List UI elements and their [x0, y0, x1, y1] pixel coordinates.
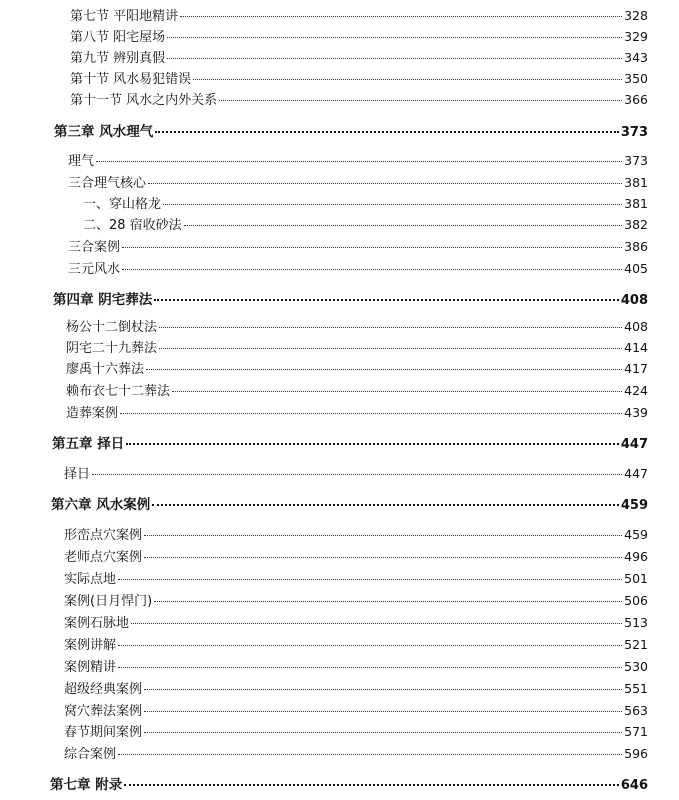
toc-entry-page: 530: [624, 659, 648, 674]
dot-leader: [154, 299, 619, 301]
toc-entry-page: 386: [624, 239, 648, 254]
toc-entry-page: 447: [624, 466, 648, 481]
dot-leader: [118, 754, 622, 755]
toc-entry: [64, 568, 648, 587]
toc-entry-title: 案例讲解: [64, 638, 117, 653]
toc-chapter-title: 第七章 附录: [50, 777, 123, 793]
toc-chapter-page: 447: [620, 437, 648, 452]
dot-leader: [148, 183, 622, 184]
toc-entry-title: 择日: [64, 467, 91, 482]
dot-leader: [122, 247, 622, 248]
toc-entry-page: 551: [624, 681, 648, 696]
toc-chapter: [53, 288, 648, 308]
toc-entry-title: 实际点地: [64, 572, 117, 587]
toc-entry-title: 形峦点穴案例: [64, 528, 143, 543]
toc-entry-page: 350: [624, 71, 648, 86]
toc-entry-page: 405: [624, 261, 648, 276]
toc-entry-title: 三元风水: [68, 262, 121, 277]
toc-entry: [64, 743, 648, 762]
toc-entry-title: 阴宅二十九葬法: [66, 341, 158, 356]
toc-entry-title: 案例(日月悍门): [64, 594, 153, 609]
toc-entry-title: 案例石脉地: [64, 616, 130, 631]
toc-entry: [64, 590, 648, 609]
dot-leader: [152, 504, 619, 506]
toc-entry-page: 563: [624, 703, 648, 718]
dot-leader: [167, 37, 622, 38]
toc-chapter-title: 第五章 择日: [52, 436, 125, 452]
toc-entry: [70, 89, 648, 108]
toc-entry-page: 382: [624, 217, 648, 232]
toc-chapter-page: 459: [620, 498, 648, 513]
toc-chapter: [50, 773, 648, 793]
dot-leader: [146, 369, 622, 370]
toc-entry-title: 廖禹十六葬法: [66, 362, 145, 377]
toc-entry-title: 三合理气核心: [68, 176, 147, 191]
toc-chapter-page: 646: [620, 778, 648, 793]
toc-entry-page: 506: [624, 593, 648, 608]
dot-leader: [118, 579, 622, 580]
dot-leader: [159, 327, 622, 328]
toc-entry: [64, 524, 648, 543]
toc-entry: [68, 236, 648, 255]
toc-entry-page: 459: [624, 527, 648, 542]
dot-leader: [155, 131, 619, 133]
toc-entry: [64, 546, 648, 565]
toc-entry-page: 571: [624, 724, 648, 739]
toc-entry-title: 春节期间案例: [64, 725, 143, 740]
dot-leader: [193, 79, 622, 80]
toc-entry-page: 521: [624, 637, 648, 652]
dot-leader: [163, 204, 622, 205]
dot-leader: [124, 784, 619, 786]
toc-entry-title: 赖布衣七十二葬法: [66, 384, 171, 399]
toc-entry-page: 343: [624, 50, 648, 65]
toc-entry-page: 408: [624, 319, 648, 334]
toc-entry-title: 造葬案例: [66, 406, 119, 421]
toc-entry-title: 一、穿山格龙: [83, 197, 162, 212]
dot-leader: [122, 269, 622, 270]
toc-entry-title: 杨公十二倒杖法: [66, 320, 158, 335]
dot-leader: [126, 443, 619, 445]
toc-entry-page: 424: [624, 383, 648, 398]
dot-leader: [144, 535, 622, 536]
toc-chapter-page: 373: [620, 125, 648, 140]
toc-entry-page: 501: [624, 571, 648, 586]
toc-entry: [83, 193, 648, 212]
toc-entry: [66, 337, 648, 356]
toc-entry: [68, 172, 648, 191]
toc-entry: [64, 463, 648, 482]
dot-leader: [180, 16, 622, 17]
toc-chapter: [54, 120, 648, 140]
toc-entry-page: 381: [624, 196, 648, 211]
toc-entry-title: 第八节 阳宅屋场: [70, 30, 166, 45]
toc-entry: [64, 612, 648, 631]
toc-entry-page: 496: [624, 549, 648, 564]
toc-entry: [66, 380, 648, 399]
dot-leader: [219, 100, 622, 101]
toc-entry-title: 综合案例: [64, 747, 117, 762]
toc-entry: [70, 5, 648, 24]
toc-entry-title: 第九节 辨别真假: [70, 51, 166, 66]
toc-entry-title: 理气: [68, 154, 95, 169]
dot-leader: [120, 413, 622, 414]
toc-entry-page: 381: [624, 175, 648, 190]
toc-entry-title: 第七节 平阳地精讲: [70, 9, 179, 24]
toc-chapter: [51, 493, 648, 513]
dot-leader: [167, 58, 622, 59]
dot-leader: [144, 689, 622, 690]
toc-entry-page: 373: [624, 153, 648, 168]
dot-leader: [154, 601, 622, 602]
toc-entry: [66, 402, 648, 421]
toc-entry-page: 439: [624, 405, 648, 420]
dot-leader: [144, 557, 622, 558]
dot-leader: [172, 391, 622, 392]
toc-chapter-title: 第六章 风水案例: [51, 497, 151, 513]
dot-leader: [131, 623, 622, 624]
toc-entry: [64, 721, 648, 740]
toc-chapter: [52, 432, 648, 452]
toc-entry-page: 417: [624, 361, 648, 376]
toc-entry: [83, 214, 648, 233]
toc-entry: [68, 150, 648, 169]
toc-entry: [70, 26, 648, 45]
toc-entry-title: 老师点穴案例: [64, 550, 143, 565]
dot-leader: [184, 225, 622, 226]
toc-entry: [66, 358, 648, 377]
toc-chapter-title: 第四章 阴宅葬法: [53, 292, 153, 308]
dot-leader: [159, 348, 622, 349]
toc-entry-title: 二、28 宿收砂法: [83, 218, 182, 233]
toc-entry: [64, 634, 648, 653]
dot-leader: [92, 474, 622, 475]
toc-entry-page: 329: [624, 29, 648, 44]
toc-entry-page: 513: [624, 615, 648, 630]
dot-leader: [118, 645, 622, 646]
toc-entry-title: 第十节 风水易犯错误: [70, 72, 192, 87]
toc-entry-page: 328: [624, 8, 648, 23]
dot-leader: [96, 161, 622, 162]
dot-leader: [118, 667, 622, 668]
toc-entry-page: 414: [624, 340, 648, 355]
toc-entry: [70, 47, 648, 66]
toc-entry: [64, 678, 648, 697]
toc-entry-title: 三合案例: [68, 240, 121, 255]
toc-entry-title: 案例精讲: [64, 660, 117, 675]
dot-leader: [144, 711, 622, 712]
toc-entry: [68, 258, 648, 277]
toc-entry: [70, 68, 648, 87]
toc-entry: [66, 316, 648, 335]
toc-entry: [64, 656, 648, 675]
toc-entry-title: 窝穴葬法案例: [64, 704, 143, 719]
toc-entry-title: 超级经典案例: [64, 682, 143, 697]
toc-chapter-page: 408: [620, 293, 648, 308]
toc-entry: [64, 700, 648, 719]
toc-entry-title: 第十一节 风水之内外关系: [70, 93, 218, 108]
toc-chapter-title: 第三章 风水理气: [54, 124, 154, 140]
dot-leader: [144, 732, 622, 733]
toc-entry-page: 366: [624, 92, 648, 107]
toc-entry-page: 596: [624, 746, 648, 761]
